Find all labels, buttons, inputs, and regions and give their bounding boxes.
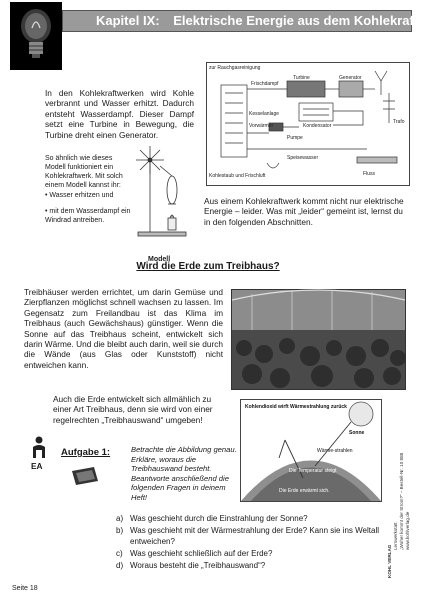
- earth-greenhouse-diagram: [240, 399, 382, 502]
- earth-paragraph: Auch die Erde entwickelt sich allmählich zu einer Art Treibhaus, denn sie wird von einer regelrechten „Treibhauswand“ umgeben!: [53, 394, 213, 425]
- label-river: Fluss: [363, 171, 375, 177]
- question-item: [116, 526, 396, 547]
- question-letter: d): [116, 560, 124, 570]
- question-item: [116, 561, 396, 572]
- label-sun: Sonne: [349, 430, 365, 436]
- person-icon: [30, 436, 48, 460]
- chapter-label: Kapitel IX:: [96, 13, 160, 28]
- label-generator: Generator: [339, 75, 362, 81]
- greenhouse-photo: [231, 289, 406, 390]
- power-plant-diagram: [206, 62, 410, 186]
- task-instruction: Betrachte die Abbildung genau. Erkläre, woraus die Treibhauswand besteht. Beantworte anschließend die folgenden Fragen in deinem Heft!: [131, 445, 237, 502]
- question-letter: b): [116, 526, 124, 535]
- label-feed-water: Speisewasser: [287, 155, 319, 161]
- intro-paragraph: In den Kohlekraftwerken wird Kohle verbrannt und Wasser erhitzt. Dadurch entsteht Wasserdampf. Dieser Dampf setzt eine Turbine in Bewegung, die Turbine dreht einen Generator.: [45, 88, 194, 140]
- section-title: Wird die Erde zum Treibhaus?: [136, 261, 280, 272]
- side-note: Aus einem Kohlekraftwerk kommt nicht nur elektrische Energie – leider. Was mit „leider“ gemeint ist, lernst du in den folgenden Abschnitten.: [204, 196, 404, 227]
- chapter-title: [96, 13, 448, 28]
- label-trafo: Trafo: [393, 119, 405, 125]
- steam-model-illustration: [132, 140, 202, 252]
- question-letter: c): [116, 548, 123, 558]
- task-marker: EA: [31, 461, 43, 471]
- task-heading: Aufgabe 1:: [61, 447, 111, 458]
- model-caption: Modell: [148, 256, 171, 263]
- label-boiler: Kesselanlage: [249, 111, 280, 117]
- model-text: So ähnlich wie dieses Modell funktioniert ein Kohlekraftwerk. Mit solch einem Modell kannst ihr:: [45, 155, 123, 189]
- notebook-icon: [70, 465, 100, 487]
- label-pump: Pumpe: [287, 135, 303, 141]
- label-warm: Die Erde erwärmt sich.: [279, 488, 330, 494]
- question-text: Was geschieht durch die Einstrahlung der Sonne?: [130, 514, 308, 523]
- publisher-line-1: Lernwerkstatt: [393, 522, 398, 550]
- question-item: [116, 514, 396, 525]
- question-list: [116, 514, 396, 573]
- label-temp: Die Temperatur steigt: [289, 468, 337, 474]
- publisher-line-2: „Woher kommt der Strom?“ – Bestell-Nr. 10 888: [399, 452, 404, 550]
- publisher-sidebar: [384, 420, 412, 580]
- page-number: Seite 18: [12, 585, 38, 592]
- model-bullet-2: • mit dem Wasserdampf ein Windrad antreiben.: [45, 208, 131, 224]
- label-flue-gas: zur Rauchgasreinigung: [209, 65, 261, 71]
- question-letter: a): [116, 514, 124, 523]
- greenhouse-paragraph: Treibhäuser werden errichtet, um darin Gemüse und Zierpflanzen möglichst schnell wachsen zu lassen. Im Gegensatz zum Freilandbau ist das Klima im Treibhaus (auch Gewächshaus) günstiger. Wenn die Sonne auf das Treibhaus scheint, entwickelt sich darin Wärme. Und die bleibt auch darin, weil sie durch die Wände (aus Glas oder Kunststoff) nicht entweichen kann.: [24, 287, 223, 370]
- label-fresh-steam: Frischdampf: [251, 81, 279, 87]
- publisher-url: www.kohlverlag.de: [405, 511, 410, 550]
- label-turbine: Turbine: [293, 75, 310, 81]
- label-condenser: Kondensator: [303, 123, 332, 129]
- label-co2: Kohlendioxid wirft Wärmestrahlung zurück: [245, 404, 347, 410]
- label-preheater: Vorwärmer: [249, 123, 274, 129]
- model-bullet-1: • Wasser erhitzen und: [45, 192, 114, 199]
- question-item: [116, 549, 396, 560]
- question-text: Was geschieht mit der Wärmestrahlung der Erde? Kann sie ins Weltall entweichen?: [130, 526, 379, 546]
- publisher-name: KOHL VERLAG: [387, 544, 392, 578]
- label-coal-air: Kohlestaub und Frischluft: [209, 173, 266, 179]
- label-heat: Wärme-strahlen: [317, 448, 353, 454]
- lightbulb-image: [10, 2, 62, 70]
- chapter-title-text: Elektrische Energie aus dem Kohlekraftwerk: [173, 13, 448, 28]
- question-text: Woraus besteht die „Treibhauswand“?: [130, 560, 266, 570]
- question-text: Was geschieht schließlich auf der Erde?: [130, 548, 273, 558]
